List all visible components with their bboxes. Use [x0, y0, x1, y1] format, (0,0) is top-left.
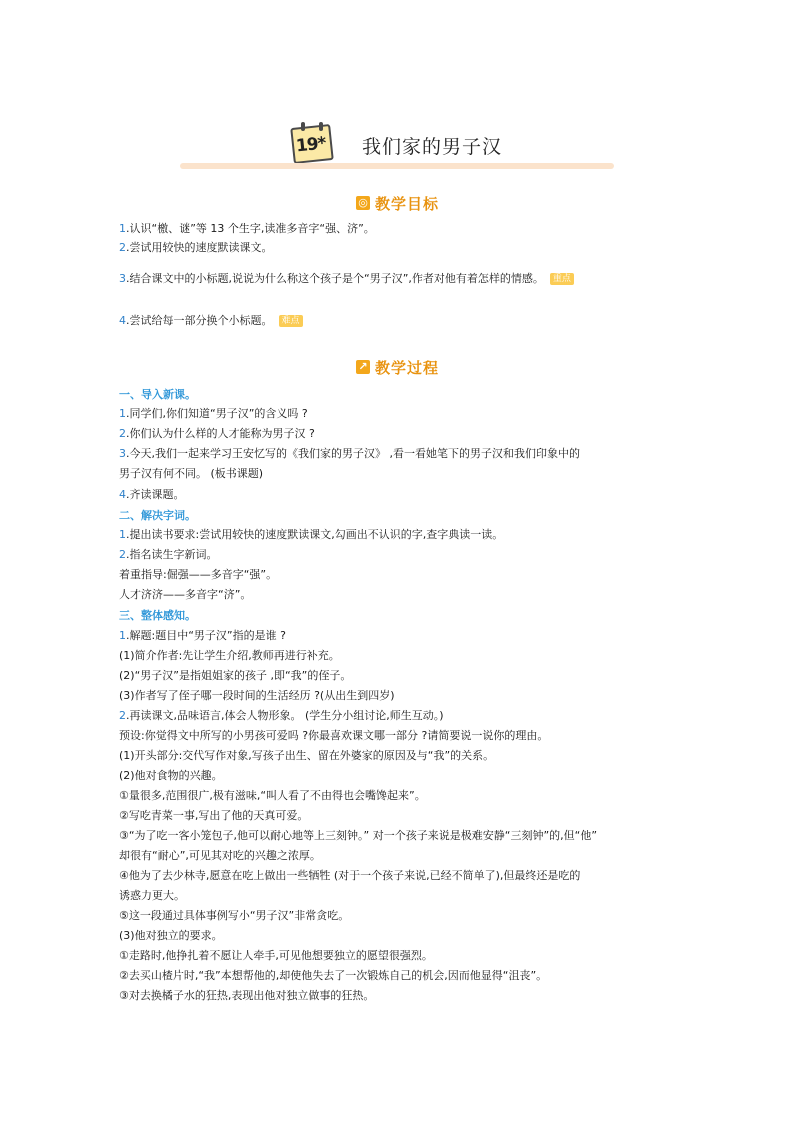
process-line: ③“为了吃一客小笼包子,他可以耐心地等上三刻钟。” 对一个孩子来说是极难安静“三刻钟”的,但“他”	[119, 829, 598, 842]
target-icon: ◎	[356, 196, 370, 210]
process-line: ⑤这一段通过具体事例写小“男子汉”非常贪吃。	[119, 909, 350, 922]
lesson-header	[180, 118, 614, 170]
process-line: (3)他对独立的要求。	[119, 929, 223, 942]
goal-item: 3.结合课文中的小标题,说说为什么称这个孩子是个“男子汉”,作者对他有着怎样的情感。 重点	[119, 272, 574, 286]
section-heading-process	[356, 357, 439, 377]
calendar-icon	[292, 122, 336, 164]
difficulty-tag: 难点	[279, 315, 303, 327]
process-line: 预设:你觉得文中所写的小男孩可爱吗 ?你最喜欢课文哪一部分 ?请简要说一说你的理由。	[119, 729, 549, 742]
process-line: 着重指导:倔强——多音字“强”。	[119, 568, 278, 581]
process-line: ④他为了去少林寺,愿意在吃上做出一些牺牲 (对于一个孩子来说,已经不简单了),但最终还是吃的	[119, 869, 581, 882]
process-line: 人才济济——多音字“济”。	[119, 588, 252, 601]
subsection-title: 三、整体感知。	[119, 609, 196, 622]
subsection-title: 一、导入新课。	[119, 388, 196, 401]
process-line: (1)开头部分:交代写作对象,写孩子出生、留在外婆家的原因及与“我”的关系。	[119, 749, 495, 762]
goal-item: 1.认识“檄、谜”等 13 个生字,读准多音字“强、济”。	[119, 222, 375, 235]
title-underline	[180, 163, 614, 169]
process-line: ②去买山楂片时,“我”本想帮他的,却使他失去了一次锻炼自己的机会,因而他显得“沮丧”。	[119, 969, 548, 982]
section-title: 教学目标	[375, 194, 440, 213]
section-title: 教学过程	[375, 358, 440, 377]
lesson-title: 我们家的男子汉	[362, 136, 503, 158]
process-line: ③对去换橘子水的狂热,表现出他对独立做事的狂热。	[119, 989, 375, 1002]
goal-item: 2.尝试用较快的速度默读课文。	[119, 241, 273, 254]
subsection-title: 二、解决字词。	[119, 509, 196, 522]
process-line: 1.同学们,你们知道“男子汉”的含义吗 ?	[119, 407, 308, 420]
process-line: 2.你们认为什么样的人才能称为男子汉 ?	[119, 427, 315, 440]
goal-item: 4.尝试给每一部分换个小标题。 难点	[119, 314, 303, 328]
process-line: 2.再读课文,品味语言,体会人物形象。 (学生分小组讨论,师生互动。)	[119, 709, 444, 722]
process-line: ①走路时,他挣扎着不愿让人牵手,可见他想要独立的愿望很强烈。	[119, 949, 433, 962]
process-line: (3)作者写了侄子哪一段时间的生活经历 ?(从出生到四岁)	[119, 689, 395, 702]
process-line: 2.指名读生字新词。	[119, 548, 218, 561]
process-line: 1.提出读书要求:尝试用较快的速度默读课文,勾画出不认识的字,查字典读一读。	[119, 528, 504, 541]
process-icon: ↗	[356, 360, 370, 374]
process-line: (2)他对食物的兴趣。	[119, 769, 223, 782]
process-line: ②写吃青菜一事,写出了他的天真可爱。	[119, 809, 309, 822]
process-line: 3.今天,我们一起来学习王安忆写的《我们家的男子汉》 ,看一看她笔下的男子汉和我们印象中的	[119, 447, 580, 460]
section-heading-goals	[356, 193, 439, 213]
process-line: ①量很多,范围很广,极有滋味,“叫人看了不由得也会嘴馋起来”。	[119, 789, 426, 802]
process-line: 4.齐读课题。	[119, 488, 185, 501]
process-line: 1.解题:题目中“男子汉”指的是谁 ?	[119, 629, 286, 642]
process-line: (1)简介作者:先让学生介绍,教师再进行补充。	[119, 649, 340, 662]
process-line: 却很有“耐心”,可见其对吃的兴趣之浓厚。	[119, 849, 321, 862]
key-point-tag: 重点	[550, 273, 574, 285]
process-line: (2)“男子汉”是指姐姐家的孩子 ,即“我”的侄子。	[119, 669, 352, 682]
lesson-number: 19*	[295, 133, 327, 157]
process-line: 男子汉有何不同。 (板书课题)	[119, 467, 264, 480]
process-line: 诱惑力更大。	[119, 889, 185, 902]
